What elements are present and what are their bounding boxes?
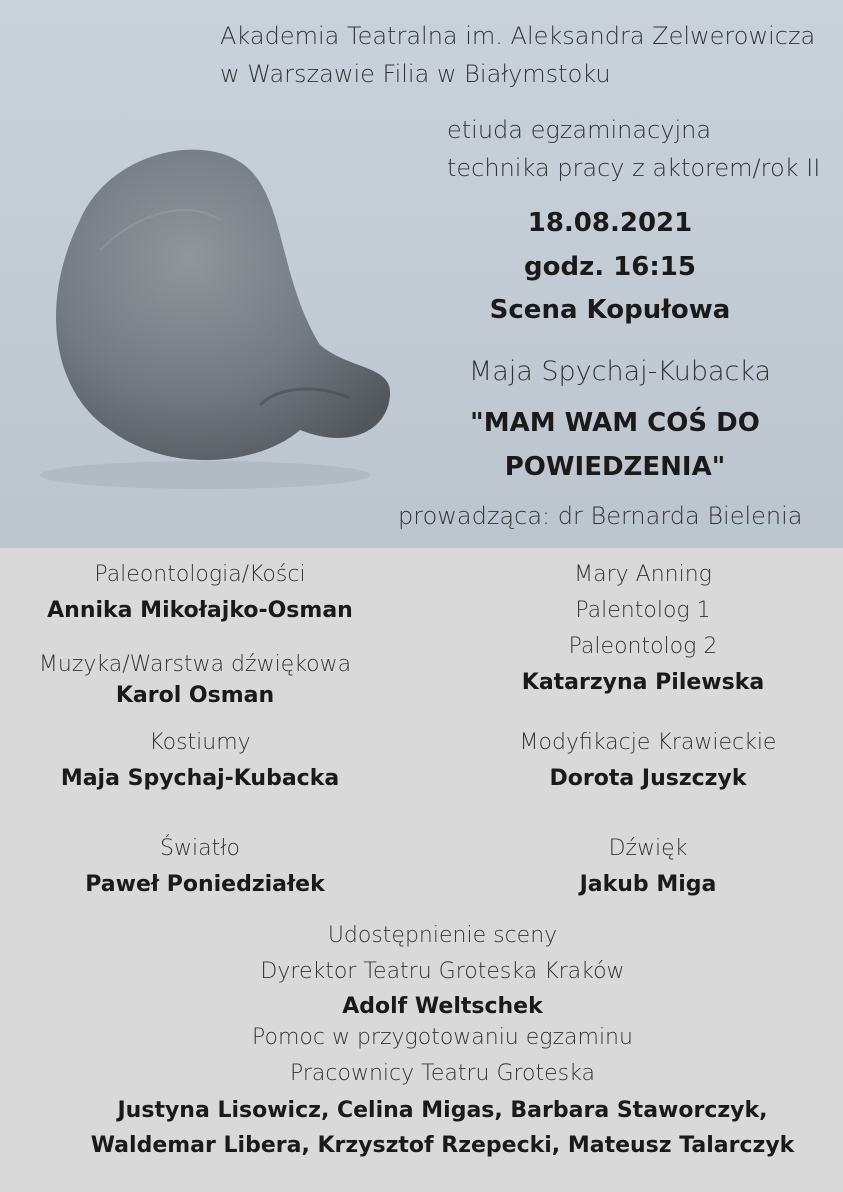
- credit-role: Muzyka/Warstwa dźwiękowa: [38, 652, 352, 677]
- director-name: Adolf Weltschek: [342, 994, 543, 1019]
- credit-name: Paweł Poniedziałek: [85, 872, 325, 897]
- title-line-1: "MAM WAM COŚ DO: [470, 408, 760, 438]
- credit-role: Kostiumy: [149, 730, 251, 755]
- author-name: Maja Spychaj-Kubacka: [468, 356, 772, 387]
- director-role: Dyrektor Teatru Groteska Kraków: [260, 959, 625, 984]
- supervisor: prowadząca: dr Bernarda Bielenia: [398, 502, 803, 530]
- credit-name: Maja Spychaj-Kubacka: [60, 766, 340, 791]
- etude-line-1: etiuda egzaminacyjna: [447, 116, 712, 144]
- credit-role: Dźwięk: [608, 836, 688, 861]
- staff-names-line-2: Waldemar Libera, Krzysztof Rzepecki, Mateusz Talarczyk: [90, 1133, 795, 1158]
- performance-venue: Scena Kopułowa: [489, 295, 731, 325]
- credit-name: Katarzyna Pilewska: [521, 670, 765, 695]
- credit-role: Paleontologia/Kości: [94, 562, 306, 587]
- credit-name: Annika Mikołajko-Osman: [47, 598, 353, 623]
- performance-date: 18.08.2021: [527, 208, 693, 238]
- title-line-2: POWIEDZENIA": [504, 452, 726, 482]
- credit-name: Karol Osman: [115, 683, 275, 708]
- staff-names-line-1: Justyna Lisowicz, Celina Migas, Barbara Staworczyk,: [117, 1098, 768, 1123]
- etude-line-2: technika pracy z aktorem/rok II: [447, 154, 821, 182]
- staff-label: Pracownicy Teatru Groteska: [290, 1061, 595, 1086]
- credit-role: Paleontolog 2: [568, 634, 718, 659]
- credit-name: Dorota Juszczyk: [549, 766, 747, 791]
- performance-time: godz. 16:15: [524, 252, 696, 282]
- credits-section: [0, 548, 843, 1192]
- credit-role: Mary Anning: [574, 562, 712, 587]
- stage-share-label: Udostępnienie sceny: [327, 923, 558, 948]
- credit-role: Palentolog 1: [575, 598, 711, 623]
- photo-header: [0, 0, 843, 548]
- stone-image: [20, 130, 410, 500]
- institution-line-2: w Warszawie Filia w Białymstoku: [220, 60, 611, 88]
- institution-line-1: Akademia Teatralna im. Aleksandra Zelwerowicza: [220, 22, 816, 50]
- credit-role: Modyfikacje Krawieckie: [519, 730, 777, 755]
- help-label: Pomoc w przygotowaniu egzaminu: [252, 1025, 633, 1050]
- credit-role: Światło: [160, 836, 240, 861]
- credit-name: Jakub Miga: [579, 872, 717, 897]
